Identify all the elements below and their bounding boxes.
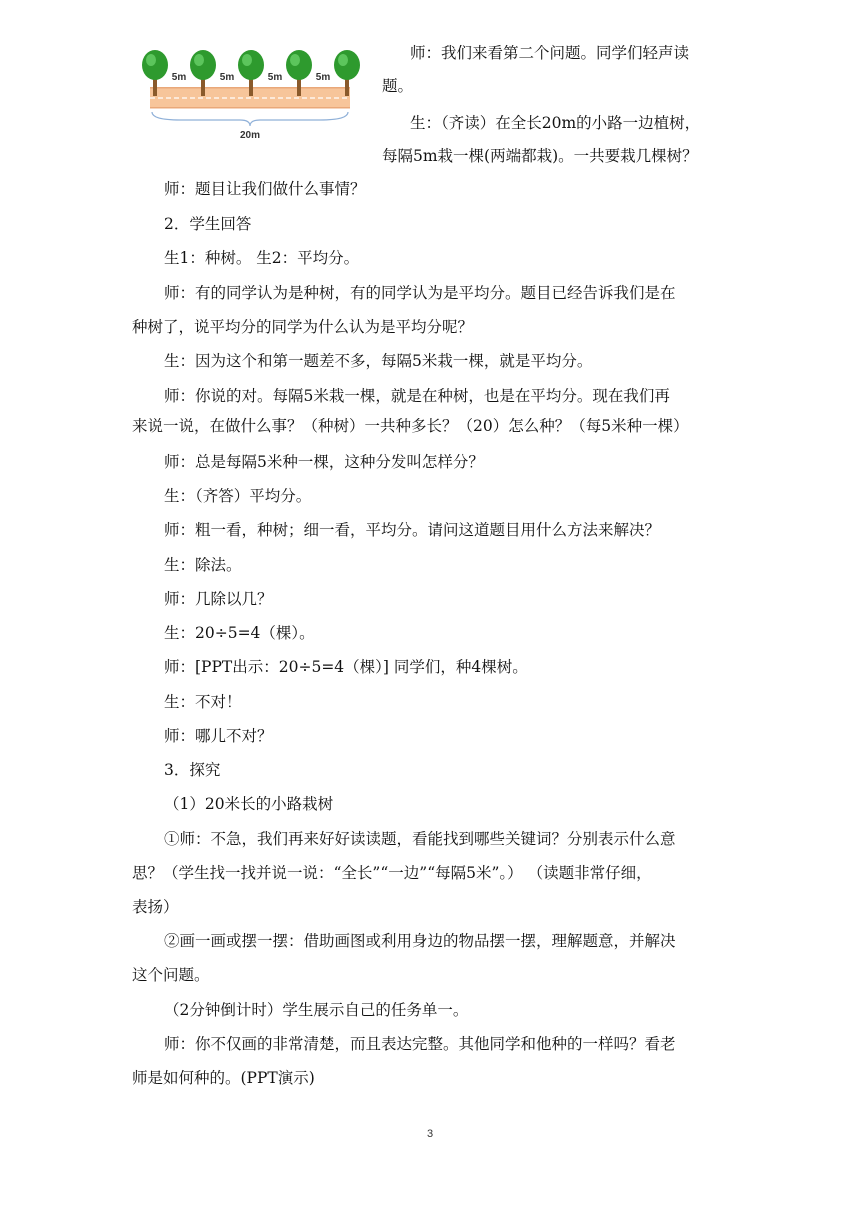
text-line: 生：20÷5=4（棵）。: [164, 624, 315, 642]
subsection-heading: （1）20米长的小路栽树: [164, 795, 334, 813]
text-line: 种树了，说平均分的同学为什么认为是平均分呢？: [132, 318, 474, 336]
text-line: 生：因为这个和第一题差不多，每隔5米栽一棵，就是平均分。: [164, 352, 593, 370]
segment-label-2: 5m: [219, 72, 235, 83]
section-heading: 2．学生回答: [164, 215, 252, 233]
text-line: 每隔5m栽一棵(两端都栽)。一共要栽几棵树？: [382, 147, 698, 165]
text-line: 生：（齐答）平均分。: [164, 487, 312, 505]
text-line: 师：哪儿不对？: [164, 727, 273, 745]
text-line: 师：我们来看第二个问题。同学们轻声读: [410, 44, 690, 62]
text-line: 师：有的同学认为是种树，有的同学认为是平均分。题目已经告诉我们是在: [164, 284, 676, 302]
text-line: 师：总是每隔5米种一棵，这种分发叫怎样分？: [164, 453, 484, 471]
text-line: 这个问题。: [132, 966, 210, 984]
text-line: （2分钟倒计时）学生展示自己的任务单一。: [164, 1001, 469, 1019]
text-line: 表扬）: [132, 898, 179, 916]
text-line: 思？（学生找一找并说一说：“全长”“一边”“每隔5米”。） （读题非常仔细，: [132, 864, 652, 882]
text-line: 来说一说，在做什么事？（种树）一共种多长？（20）怎么种？（每5米种一棵）: [132, 417, 689, 435]
text-line: 师：题目让我们做什么事情？: [164, 180, 366, 198]
total-label: 20m: [239, 130, 261, 140]
text-line: 生：不对！: [164, 693, 242, 711]
segment-label-3: 5m: [267, 72, 283, 83]
page-number: 3: [426, 1128, 434, 1140]
text-line: ②画一画或摆一摆：借助画图或利用身边的物品摆一摆，理解题意，并解决: [164, 932, 676, 950]
text-line: 师：你说的对。每隔5米栽一棵，就是在种树，也是在平均分。现在我们再: [164, 387, 670, 405]
text-line: 师是如何种的。(PPT演示): [132, 1069, 315, 1087]
text-line: 师：你不仅画的非常清楚，而且表达完整。其他同学和他种的一样吗？看老: [164, 1035, 676, 1053]
segment-label-1: 5m: [171, 72, 187, 83]
text-line: 师：几除以几？: [164, 590, 273, 608]
text-line: 生1：种树。 生2：平均分。: [164, 249, 360, 267]
text-line: 题。: [382, 77, 414, 95]
text-line: ①师：不急，我们再来好好读读题，看能找到哪些关键词？分别表示什么意: [164, 830, 676, 848]
text-line: 生：除法。: [164, 556, 242, 574]
text-line: 师：[PPT出示：20÷5=4（棵）] 同学们，种4棵树。: [164, 658, 528, 676]
segment-label-4: 5m: [315, 72, 331, 83]
total-brace: [152, 112, 348, 126]
section-heading: 3．探究: [164, 761, 221, 779]
text-line: 师：粗一看，种树；细一看，平均分。请问这道题目用什么方法来解决？: [164, 521, 661, 539]
tree-planting-figure: [140, 40, 362, 140]
text-line: 生：（齐读）在全长20m的小路一边植树，: [410, 114, 701, 132]
